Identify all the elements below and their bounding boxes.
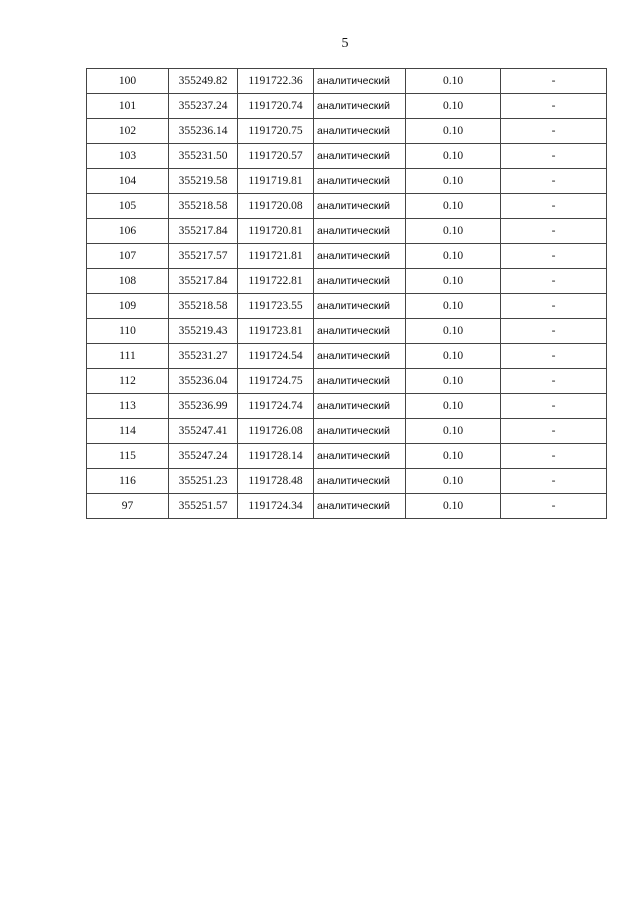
table-row	[87, 394, 607, 419]
coordinate-x-cell: 355251.23	[169, 469, 238, 494]
coordinate-y-cell: 1191724.74	[238, 394, 314, 419]
table-row	[87, 294, 607, 319]
coordinate-y-cell: 1191722.36	[238, 69, 314, 94]
table-row	[87, 94, 607, 119]
table-row	[87, 119, 607, 144]
accuracy-cell: 0.10	[406, 494, 501, 519]
coordinate-x-cell: 355231.27	[169, 344, 238, 369]
coordinate-x-cell: 355236.99	[169, 394, 238, 419]
accuracy-cell: 0.10	[406, 194, 501, 219]
point-number-cell: 103	[87, 144, 169, 169]
point-number-cell: 101	[87, 94, 169, 119]
coordinate-x-cell: 355236.14	[169, 119, 238, 144]
accuracy-cell: 0.10	[406, 94, 501, 119]
coordinate-y-cell: 1191724.34	[238, 494, 314, 519]
method-cell: аналитический	[314, 144, 406, 169]
table-row	[87, 344, 607, 369]
description-cell: -	[501, 219, 607, 244]
point-number-cell: 108	[87, 269, 169, 294]
coordinate-y-cell: 1191726.08	[238, 419, 314, 444]
table-row	[87, 444, 607, 469]
method-cell: аналитический	[314, 369, 406, 394]
coordinate-y-cell: 1191720.74	[238, 94, 314, 119]
description-cell: -	[501, 119, 607, 144]
accuracy-cell: 0.10	[406, 444, 501, 469]
coordinate-x-cell: 355217.57	[169, 244, 238, 269]
page-number: 5	[341, 36, 349, 51]
method-cell: аналитический	[314, 444, 406, 469]
table-row	[87, 144, 607, 169]
accuracy-cell: 0.10	[406, 419, 501, 444]
coordinate-y-cell: 1191728.14	[238, 444, 314, 469]
point-number-cell: 116	[87, 469, 169, 494]
point-number-cell: 107	[87, 244, 169, 269]
description-cell: -	[501, 344, 607, 369]
coordinate-x-cell: 355217.84	[169, 219, 238, 244]
accuracy-cell: 0.10	[406, 269, 501, 294]
coordinate-x-cell: 355251.57	[169, 494, 238, 519]
description-cell: -	[501, 69, 607, 94]
point-number-cell: 114	[87, 419, 169, 444]
method-cell: аналитический	[314, 69, 406, 94]
table-row	[87, 269, 607, 294]
accuracy-cell: 0.10	[406, 69, 501, 94]
method-cell: аналитический	[314, 94, 406, 119]
method-cell: аналитический	[314, 119, 406, 144]
description-cell: -	[501, 144, 607, 169]
description-cell: -	[501, 419, 607, 444]
coordinate-y-cell: 1191720.75	[238, 119, 314, 144]
table-row	[87, 69, 607, 94]
accuracy-cell: 0.10	[406, 369, 501, 394]
coordinate-y-cell: 1191719.81	[238, 169, 314, 194]
coordinate-y-cell: 1191728.48	[238, 469, 314, 494]
coordinate-x-cell: 355219.43	[169, 319, 238, 344]
method-cell: аналитический	[314, 169, 406, 194]
point-number-cell: 113	[87, 394, 169, 419]
description-cell: -	[501, 494, 607, 519]
point-number-cell: 115	[87, 444, 169, 469]
accuracy-cell: 0.10	[406, 394, 501, 419]
method-cell: аналитический	[314, 394, 406, 419]
description-cell: -	[501, 169, 607, 194]
description-cell: -	[501, 319, 607, 344]
table-row	[87, 219, 607, 244]
method-cell: аналитический	[314, 419, 406, 444]
description-cell: -	[501, 394, 607, 419]
coordinate-y-cell: 1191724.75	[238, 369, 314, 394]
table-row	[87, 469, 607, 494]
method-cell: аналитический	[314, 494, 406, 519]
coordinate-y-cell: 1191723.81	[238, 319, 314, 344]
point-number-cell: 100	[87, 69, 169, 94]
accuracy-cell: 0.10	[406, 144, 501, 169]
point-number-cell: 97	[87, 494, 169, 519]
method-cell: аналитический	[314, 269, 406, 294]
coordinate-x-cell: 355217.84	[169, 269, 238, 294]
description-cell: -	[501, 94, 607, 119]
description-cell: -	[501, 369, 607, 394]
coordinate-x-cell: 355249.82	[169, 69, 238, 94]
point-number-cell: 109	[87, 294, 169, 319]
method-cell: аналитический	[314, 319, 406, 344]
coordinate-x-cell: 355247.24	[169, 444, 238, 469]
point-number-cell: 104	[87, 169, 169, 194]
accuracy-cell: 0.10	[406, 244, 501, 269]
description-cell: -	[501, 194, 607, 219]
coordinate-x-cell: 355218.58	[169, 194, 238, 219]
coordinate-x-cell: 355247.41	[169, 419, 238, 444]
table-row	[87, 169, 607, 194]
accuracy-cell: 0.10	[406, 219, 501, 244]
point-number-cell: 106	[87, 219, 169, 244]
table-row	[87, 244, 607, 269]
point-number-cell: 102	[87, 119, 169, 144]
point-number-cell: 110	[87, 319, 169, 344]
coordinates-table	[86, 68, 607, 519]
description-cell: -	[501, 269, 607, 294]
coordinate-y-cell: 1191720.81	[238, 219, 314, 244]
coordinates-table-body	[87, 69, 607, 519]
table-row	[87, 494, 607, 519]
method-cell: аналитический	[314, 469, 406, 494]
description-cell: -	[501, 444, 607, 469]
coordinate-x-cell: 355231.50	[169, 144, 238, 169]
accuracy-cell: 0.10	[406, 344, 501, 369]
accuracy-cell: 0.10	[406, 469, 501, 494]
point-number-cell: 105	[87, 194, 169, 219]
coordinate-y-cell: 1191723.55	[238, 294, 314, 319]
coordinate-y-cell: 1191724.54	[238, 344, 314, 369]
coordinate-y-cell: 1191721.81	[238, 244, 314, 269]
coordinate-y-cell: 1191720.08	[238, 194, 314, 219]
coordinate-x-cell: 355218.58	[169, 294, 238, 319]
method-cell: аналитический	[314, 294, 406, 319]
method-cell: аналитический	[314, 219, 406, 244]
table-row	[87, 319, 607, 344]
description-cell: -	[501, 244, 607, 269]
accuracy-cell: 0.10	[406, 169, 501, 194]
table-row	[87, 194, 607, 219]
method-cell: аналитический	[314, 194, 406, 219]
point-number-cell: 112	[87, 369, 169, 394]
table-row	[87, 419, 607, 444]
accuracy-cell: 0.10	[406, 319, 501, 344]
method-cell: аналитический	[314, 344, 406, 369]
coordinate-x-cell: 355236.04	[169, 369, 238, 394]
description-cell: -	[501, 469, 607, 494]
description-cell: -	[501, 294, 607, 319]
coordinate-y-cell: 1191722.81	[238, 269, 314, 294]
coordinate-y-cell: 1191720.57	[238, 144, 314, 169]
accuracy-cell: 0.10	[406, 294, 501, 319]
method-cell: аналитический	[314, 244, 406, 269]
table-row	[87, 369, 607, 394]
coordinate-x-cell: 355219.58	[169, 169, 238, 194]
coordinate-x-cell: 355237.24	[169, 94, 238, 119]
point-number-cell: 111	[87, 344, 169, 369]
accuracy-cell: 0.10	[406, 119, 501, 144]
